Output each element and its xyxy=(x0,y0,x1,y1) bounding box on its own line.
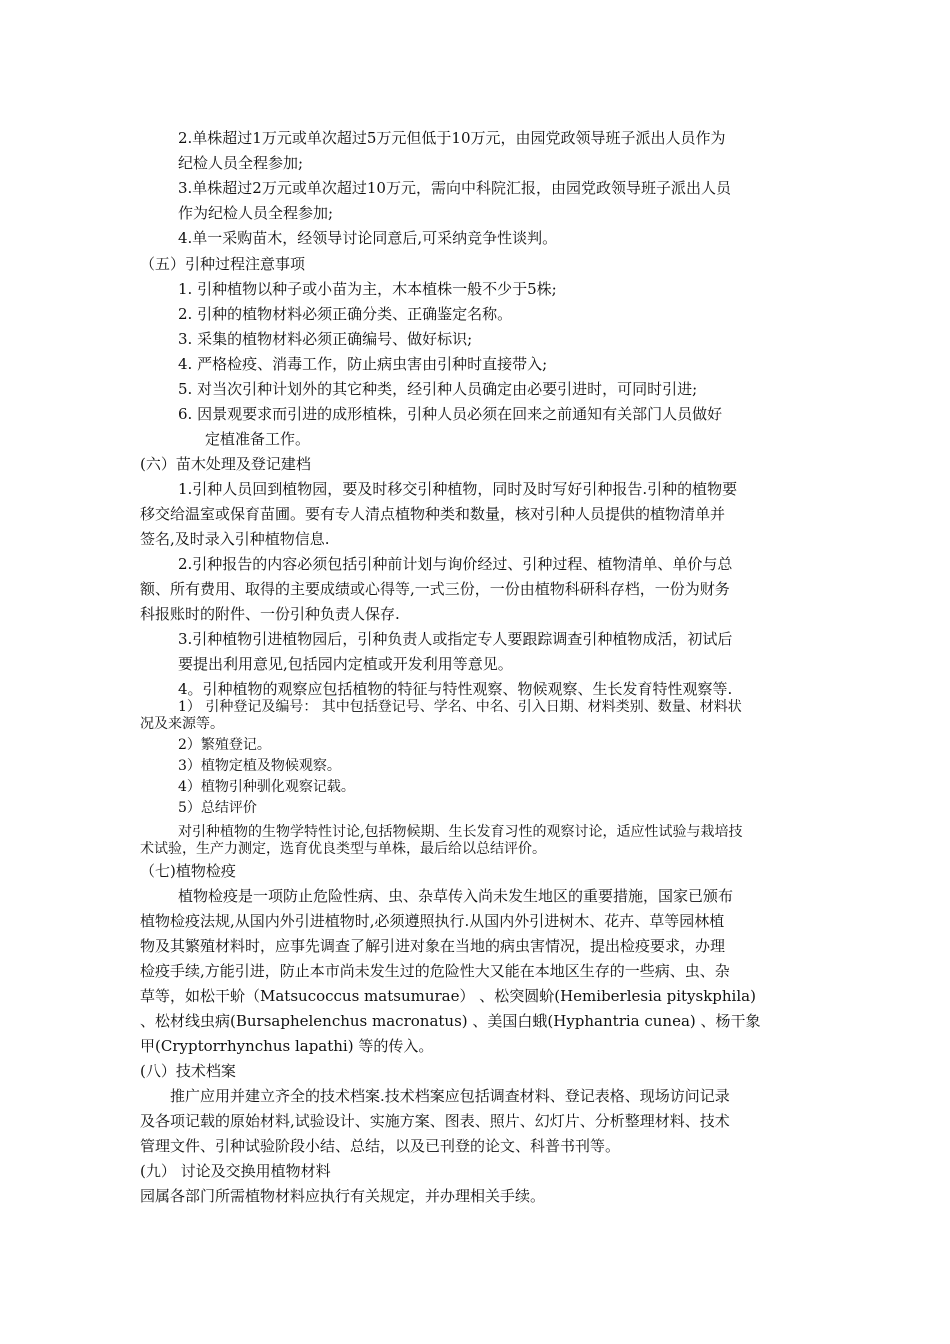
rule-item-3-line-2: 作为纪检人员全程参加; xyxy=(178,204,334,222)
section-7-line: 物及其繁殖材料时，应事先调查了解引进对象在当地的病虫害情况，提出检疫要求，办理 xyxy=(140,937,726,955)
rule-item-3-line-1: 3.单株超过2万元或单次超过10万元，需向中科院汇报，由园党政领导班子派出人员 xyxy=(178,179,731,197)
section-6-heading: (六）苗木处理及登记建档 xyxy=(140,455,311,473)
sub-item-1-line-1: 1） 引种登记及编号： 其中包括登记号、学名、中名、引入日期、材料类别、数量、材料状 xyxy=(178,699,742,715)
summary-line-1: 对引种植物的生物学特性讨论,包括物候期、生长发育习性的观察讨论，适应性试验与栽培技 xyxy=(178,824,743,840)
section-8-line: 及各项记载的原始材料,试验设计、实施方案、图表、照片、幻灯片、分析整理材料、技术 xyxy=(140,1112,730,1130)
section-8-line: 管理文件、引种试验阶段小结、总结，以及已刊登的论文、科普书刊等。 xyxy=(140,1137,621,1155)
section-7-line: 植物检疫是一项防止危险性病、虫、杂草传入尚未发生地区的重要措施，国家已颁布 xyxy=(178,887,734,905)
sub-item-4: 4）植物引种驯化观察记载。 xyxy=(178,779,355,795)
section-5-item: 1. 引种植物以种子或小苗为主，木本植株一般不少于5株; xyxy=(178,280,557,298)
section-7-line: 、松材线虫病(Bursaphelenchus macronatus) 、美国白蛾(Hyphantria cunea) 、杨干象 xyxy=(140,1012,761,1030)
summary-line-2: 术试验，生产力测定，选育优良类型与单株，最后给以总结评价。 xyxy=(140,841,546,857)
sub-item-2: 2）繁殖登记。 xyxy=(178,737,271,753)
section-7-line: 植物检疫法规,从国内外引进植物时,必须遵照执行.从国内外引进树木、花卉、草等园林植 xyxy=(140,912,725,930)
rule-item-2-line-2: 纪检人员全程参加; xyxy=(178,154,304,172)
section-5-item: 2. 引种的植物材料必须正确分类、正确鉴定名称。 xyxy=(178,305,513,323)
section-6-para-2-line: 额、所有费用、取得的主要成绩或心得等,一式三份，一份由植物科研科存档，一份为财务 xyxy=(140,580,730,598)
section-6-para-3-line: 3.引种植物引进植物园后，引种负责人或指定专人要跟踪调查引种植物成活，初试后 xyxy=(178,630,733,648)
section-5-item: 4. 严格检疫、消毒工作，防止病虫害由引种时直接带入; xyxy=(178,355,548,373)
section-6-para-1-line: 1.引种人员回到植物园，要及时移交引种植物，同时及时写好引种报告.引种的植物要 xyxy=(178,480,738,498)
section-5-heading: （五）引种过程注意事项 xyxy=(140,255,306,273)
section-7-line: 草等，如松干蚧（Matsucoccus matsumurae） 、松突圆蚧(Hemiberlesia pityskphila) xyxy=(140,987,756,1005)
section-6-para-2-line: 2.引种报告的内容必须包括引种前计划与询价经过、引种过程、植物清单、单价与总 xyxy=(178,555,733,573)
section-7-heading: （七)植物检疫 xyxy=(140,862,236,880)
section-7-line: 检疫手续,方能引进，防止本市尚未发生过的危险性大又能在本地区生存的一些病、虫、杂 xyxy=(140,962,730,980)
section-5-item-6-continuation: 定植准备工作。 xyxy=(205,430,311,448)
section-5-item: 5. 对当次引种计划外的其它种类，经引种人员确定由必要引进时，可同时引进; xyxy=(178,380,698,398)
section-6-para-4: 4。引种植物的观察应包括植物的特征与特性观察、物候观察、生长发育特性观察等. xyxy=(178,680,733,698)
section-6-para-1-line: 签名,及时录入引种植物信息. xyxy=(140,530,330,548)
sub-item-3: 3）植物定植及物候观察。 xyxy=(178,758,341,774)
sub-item-5: 5）总结评价 xyxy=(178,800,257,816)
section-8-heading: (八）技术档案 xyxy=(140,1062,236,1080)
section-5-item: 6. 因景观要求而引进的成形植株，引种人员必须在回来之前通知有关部门人员做好 xyxy=(178,405,723,423)
section-9-heading: (九） 讨论及交换用植物材料 xyxy=(140,1162,331,1180)
section-8-line: 推广应用并建立齐全的技术档案.技术档案应包括调查材料、登记表格、现场访问记录 xyxy=(170,1087,730,1105)
section-7-line: 甲(Cryptorrhynchus lapathi) 等的传入。 xyxy=(140,1037,434,1055)
section-6-para-2-line: 科报账时的附件、一份引种负责人保存. xyxy=(140,605,400,623)
rule-item-2-line-1: 2.单株超过1万元或单次超过5万元但低于10万元，由园党政领导班子派出人员作为 xyxy=(178,129,726,147)
section-6-para-1-line: 移交给温室或保育苗圃。要有专人清点植物种类和数量，核对引种人员提供的植物清单并 xyxy=(140,505,726,523)
section-5-item: 3. 采集的植物材料必须正确编号、做好标识; xyxy=(178,330,473,348)
rule-item-4: 4.单一采购苗木，经领导讨论同意后,可采纳竞争性谈判。 xyxy=(178,229,558,247)
section-9-text: 园属各部门所需植物材料应执行有关规定，并办理相关手续。 xyxy=(140,1187,546,1205)
sub-item-1-line-2: 况及来源等。 xyxy=(140,716,224,732)
section-6-para-3-line: 要提出利用意见,包括园内定植或开发利用等意见。 xyxy=(178,655,513,673)
